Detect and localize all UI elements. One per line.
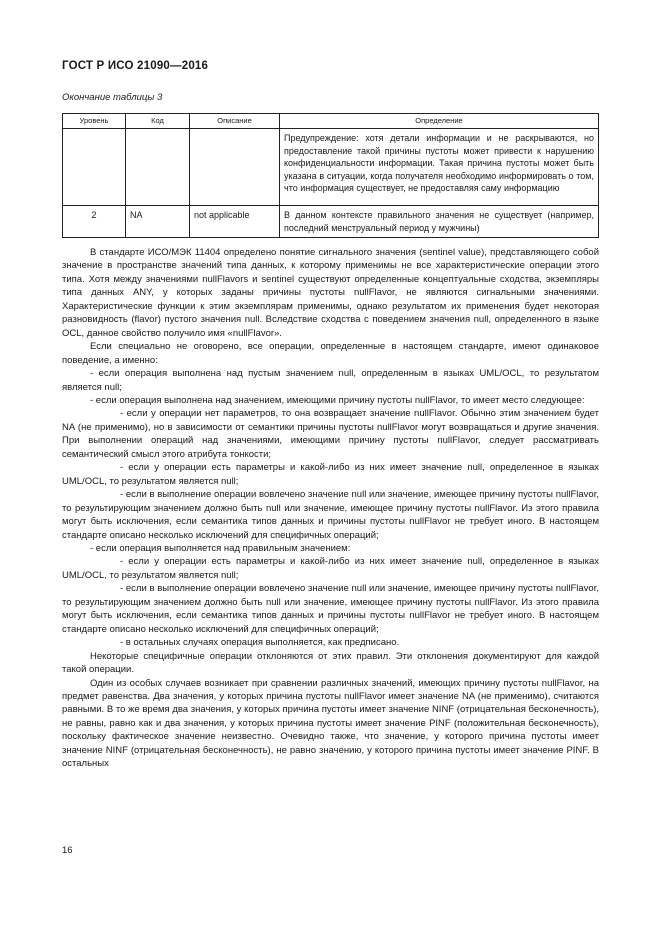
body-text	[62, 246, 599, 771]
table-row	[63, 206, 599, 238]
cell-definition: В данном контексте правильного значения не существует (например, последний менструальный период у мужчины)	[280, 206, 599, 238]
list-item: - если операция выполнена над значением, имеющими причину пустоты nullFlavor, то имеет место следующее:	[90, 394, 585, 406]
cell-level: 2	[63, 206, 126, 238]
cell-definition: Предупреждение: хотя детали информации и не раскрываются, но предоставление такой причины пустоты может привести к нарушению конфиденциальности информации. Такая причина пустоты может быть указана в ситуации, когда получателя необходимо информировать о том, что информация существует, не предоставляя саму информацию	[280, 129, 599, 206]
column-header-definition: Определение	[280, 114, 599, 129]
paragraph: Некоторые специфичные операции отклоняются от этих правил. Эти отклонения документируют для каждой такой операции.	[62, 650, 599, 676]
cell-description: not applicable	[190, 206, 280, 238]
cell-description	[190, 129, 280, 206]
page-number: 16	[62, 845, 73, 856]
paragraph: Если специально не оговорено, все операции, определенные в настоящем стандарте, имеют одинаковое поведение, а именно:	[62, 341, 599, 366]
table-caption: Окончание таблицы 3	[62, 92, 163, 103]
column-header-description: Описание	[190, 114, 280, 129]
list-item: - в остальных случаях операция выполняется, как предписано.	[120, 637, 400, 649]
column-header-code: Код	[126, 114, 190, 129]
table-3	[62, 113, 599, 238]
cell-code	[126, 129, 190, 206]
list-item: - если в выполнение операции вовлечено значение null или значение, имеющее причину пустоты nullFlavor, то результирующим значением должно быть null или значение, имеющее причину пустоты nullFlavor. Из этого правила могут быть исключения, если семантика типов данных и причины пустоты nullFlavor не требует иного. В настоящем стандарте описано несколько исключений для специфичных операций;	[62, 489, 599, 541]
list-item: - если у операции есть параметры и какой-либо из них имеет значение null, определенное в языках UML/OCL, то результатом является null;	[62, 462, 599, 487]
list-item: - если операция выполняется над правильным значением:	[90, 542, 351, 554]
document-header: ГОСТ Р ИСО 21090—2016	[62, 60, 209, 72]
list-item: - если у операции нет параметров, то она возвращает значение nullFlavor. Обычно этим значением будет NA (не применимо), но в зависимости от семантики причины пустоты nullFlavor могут возвращаться и другие значения. При выполнении операций над значениями, имеющими причину пустоты nullFlavor, следует рассматривать семантический смысл этого атрибута тонкости;	[62, 408, 599, 460]
list-item: - если в выполнение операции вовлечено значение null или значение, имеющее причину пустоты nullFlavor, то результирующим значением должно быть null или значение, имеющее причину пустоты nullFlavor. Из этого правила могут быть исключения, если семантика типов данных и причины пустоты nullFlavor не требует иного. В настоящем стандарте описано несколько исключений для специфичных операций;	[62, 583, 599, 635]
cell-level	[63, 129, 126, 206]
paragraph: В стандарте ИСО/МЭК 11404 определено понятие сигнального значения (sentinel value), представляющего собой значение в пространстве значений типа данных, к которому применимы не все характеристические операции этого типа. Хотя между значениями nullFlavors и sentinel существуют определенные концептуальные сходства, экземпляры типа данных ANY, у которых заданы причины пустоты nullFlavor, не являются сигнальными значениями. Характеристические функции к этим экземплярам применимы, однако результатом их применения будет некоторая разновидность (flavor) пустого значения null. Вследствие сходства с поведением значения null, определенного в языке OCL, данное свойство получило имя «nullFlavor».	[62, 247, 599, 339]
paragraph: Один из особых случаев возникает при сравнении различных значений, имеющих причину пустоты nullFlavor, на предмет равенства. Два значения, у которых причина пустоты nullFlavor имеет значение NA (не применимо), считаются равными. В то же время два значения, у которых причина пустоты имеет значение NINF (отрицательная бесконечность), не равны, равно как и два значения, у которых причина пустоты имеет значение PINF (положительная бесконечность), поскольку фактическое значение неизвестно. Очевидно также, что значение, у которого причина пустоты имеет значение NINF (отрицательная бесконечность), не равно значению, у которого причина пустоты имеет значение PINF. В остальных	[62, 677, 599, 770]
column-header-level: Уровень	[63, 114, 126, 129]
table-header-row	[63, 114, 599, 129]
list-item: - если операция выполнена над пустым значением null, определенным в языках UML/OCL, то результатом является null;	[62, 368, 599, 393]
list-item: - если у операции есть параметры и какой-либо из них имеет значение null, определенное в языках UML/OCL, то результатом является null;	[62, 556, 599, 581]
table-row	[63, 129, 599, 206]
cell-code: NA	[126, 206, 190, 238]
